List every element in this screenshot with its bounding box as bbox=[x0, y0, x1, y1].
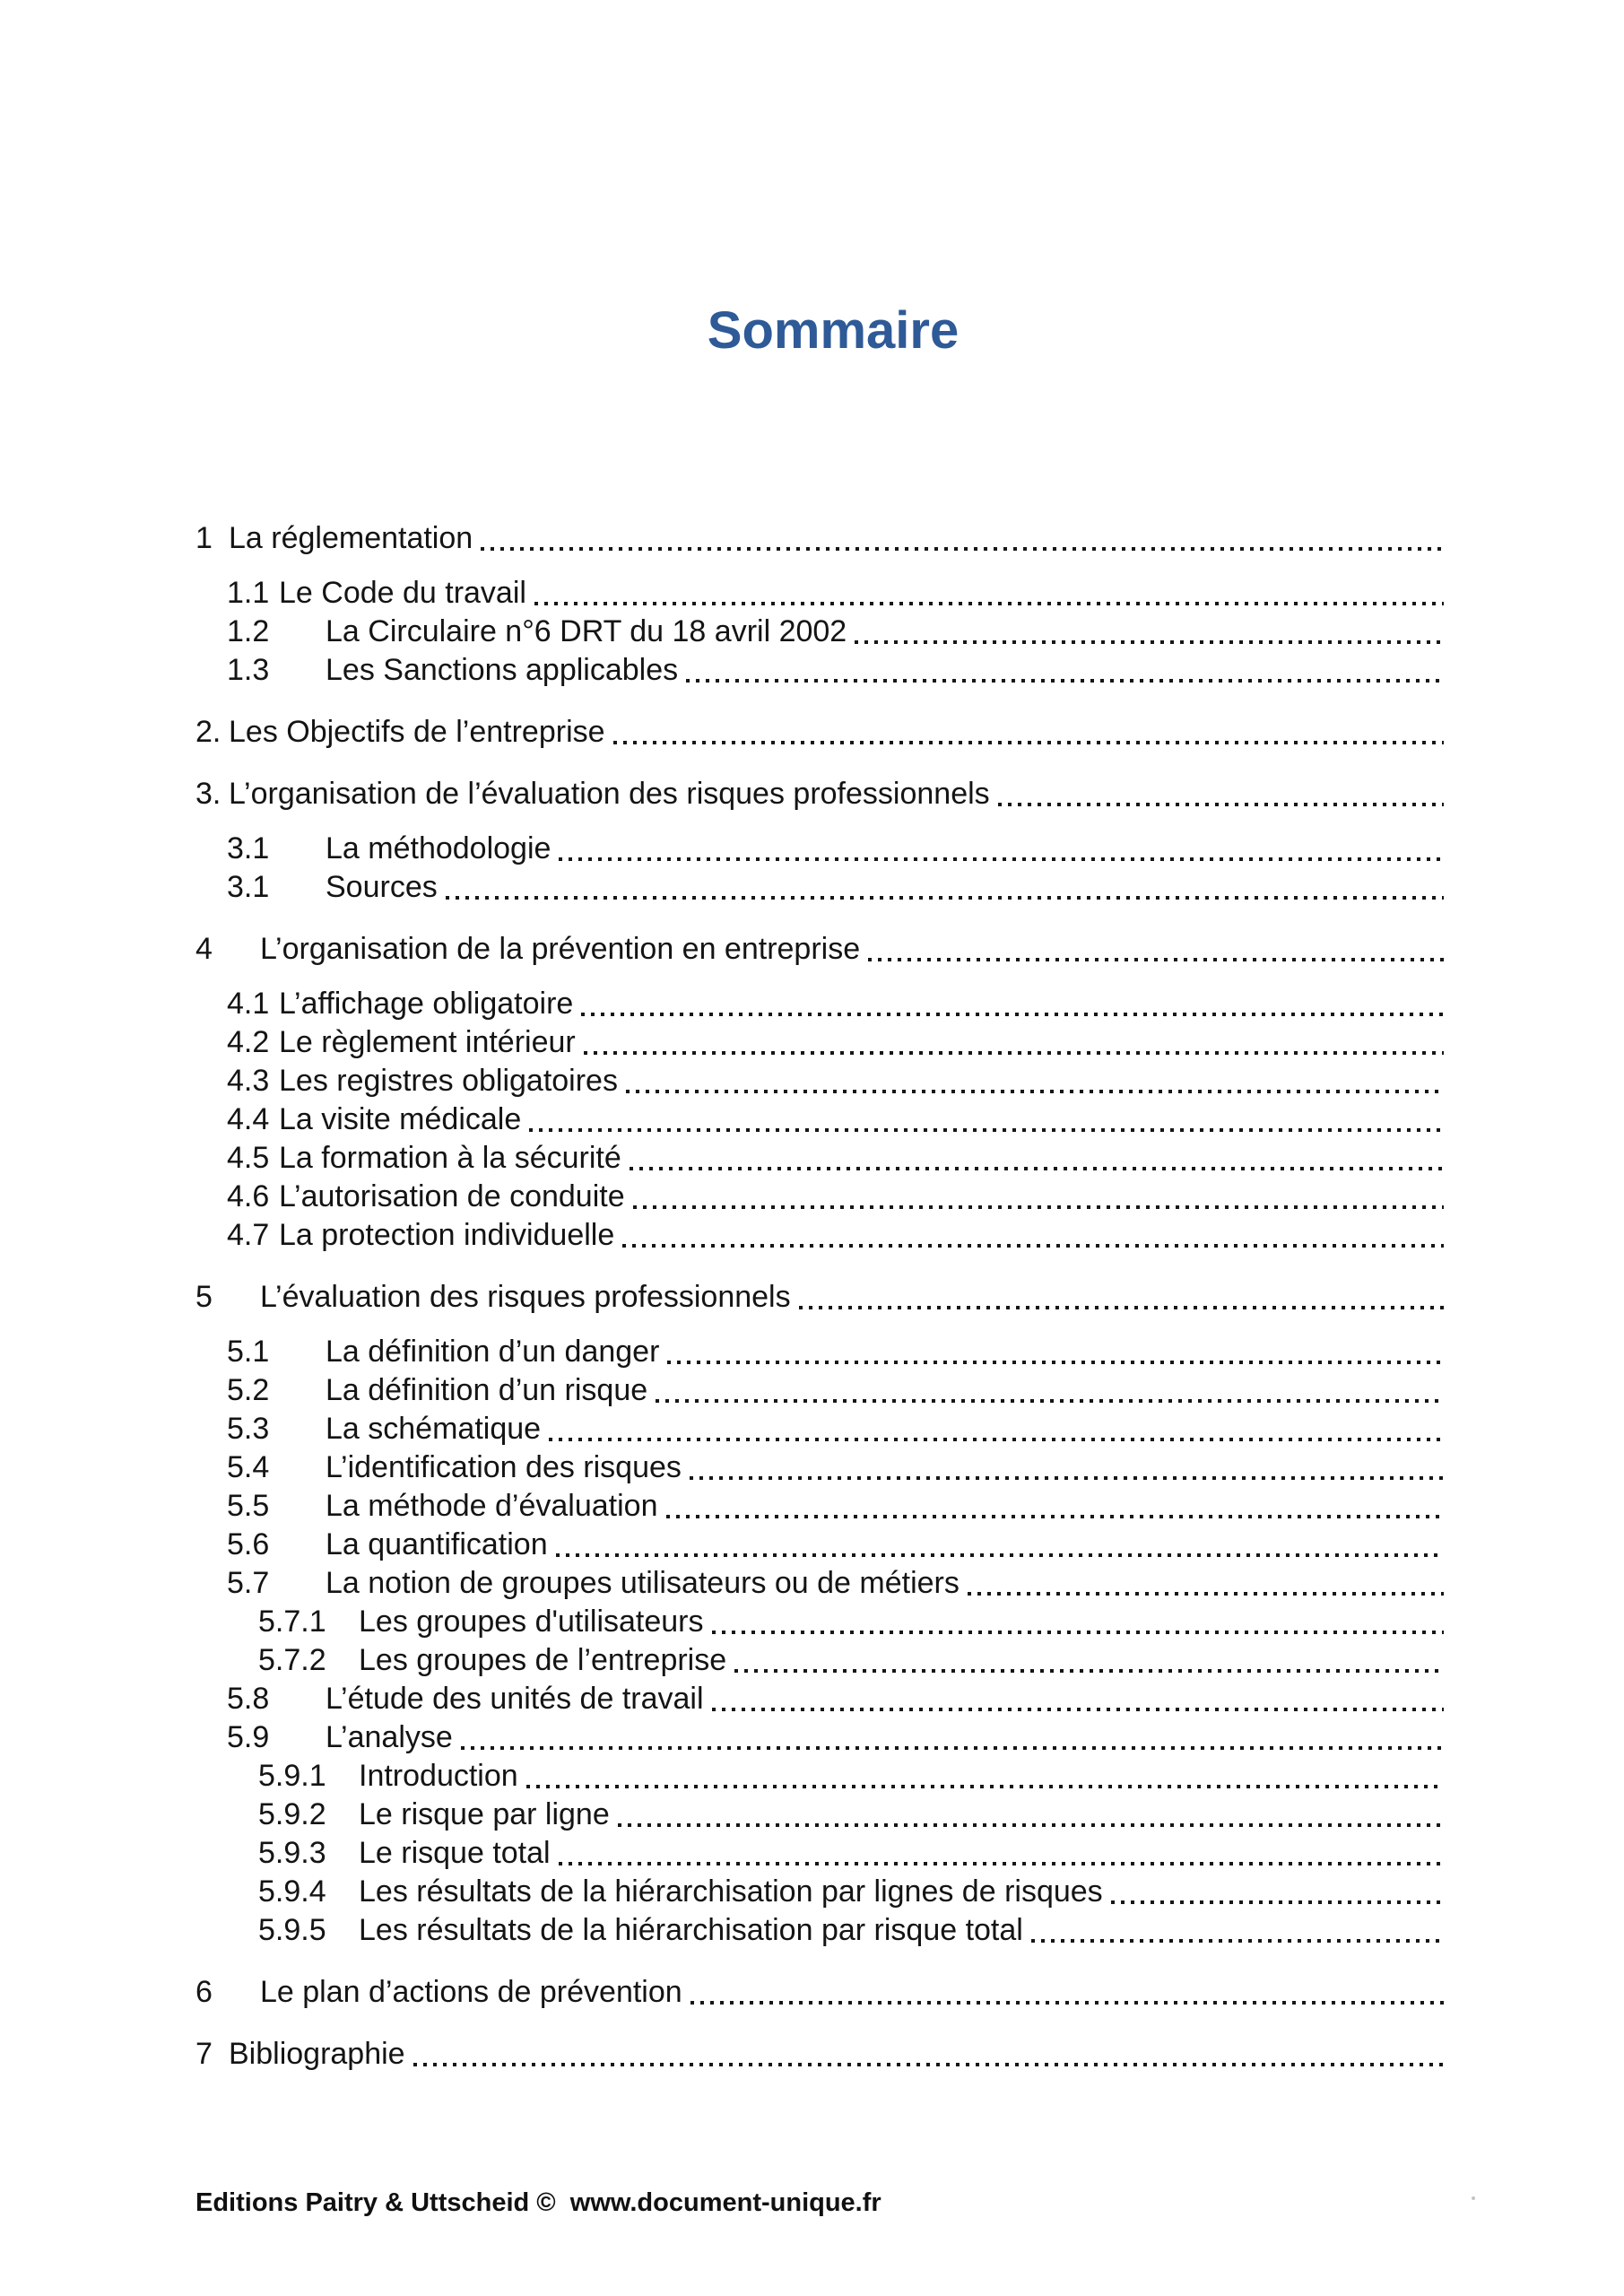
dot-leader bbox=[541, 1410, 1444, 1448]
toc-entry-number: 3.1 bbox=[227, 831, 270, 865]
dot-leader bbox=[704, 1603, 1445, 1641]
toc-entry-label: Les groupes d'utilisateurs bbox=[359, 1605, 704, 1639]
dot-leader bbox=[1023, 1911, 1444, 1950]
toc-entry[interactable] bbox=[258, 1603, 1444, 1641]
dot-leader bbox=[658, 1487, 1445, 1526]
toc-entry-number: 5.1 bbox=[227, 1335, 270, 1369]
toc-entry[interactable] bbox=[258, 1757, 1444, 1796]
dot-leader bbox=[573, 985, 1444, 1023]
toc-entry[interactable] bbox=[227, 830, 1444, 868]
dot-leader bbox=[860, 930, 1444, 969]
dot-leader bbox=[453, 1718, 1444, 1757]
dot-leader bbox=[405, 2035, 1444, 2074]
toc-entry-label: Sources bbox=[326, 870, 438, 904]
toc-entry-number: 5.7.2 bbox=[258, 1643, 326, 1677]
dot-leader bbox=[521, 1100, 1444, 1139]
toc-entry[interactable] bbox=[227, 1100, 1444, 1139]
dot-leader bbox=[576, 1023, 1444, 1062]
toc-entry-number: 5.3 bbox=[227, 1412, 270, 1446]
toc-entry-number: 4.2 bbox=[227, 1025, 270, 1059]
toc-entry-number: 5.9.1 bbox=[258, 1759, 326, 1793]
dot-leader bbox=[473, 519, 1444, 558]
toc-entry-number: 1.2 bbox=[227, 614, 270, 648]
dot-leader bbox=[618, 1062, 1444, 1100]
toc-entry-label: Le règlement intérieur bbox=[279, 1025, 576, 1059]
toc-entry-number: 1.1 bbox=[227, 576, 270, 610]
toc-entry[interactable] bbox=[227, 1448, 1444, 1487]
dot-leader bbox=[551, 830, 1444, 868]
toc-entry-label: Le plan d’actions de prévention bbox=[260, 1975, 682, 2009]
toc-entry[interactable] bbox=[195, 930, 1444, 969]
dot-leader bbox=[678, 651, 1444, 690]
table-of-contents bbox=[195, 360, 1444, 2074]
toc-entry[interactable] bbox=[227, 985, 1444, 1023]
toc-entry[interactable] bbox=[195, 519, 1444, 558]
toc-entry-number: 5.6 bbox=[227, 1527, 270, 1561]
toc-entry-number: 4.4 bbox=[227, 1102, 270, 1136]
toc-entry-label: La visite médicale bbox=[279, 1102, 522, 1136]
dot-leader bbox=[847, 613, 1444, 651]
toc-entry-label: La quantification bbox=[326, 1527, 548, 1561]
toc-entry-number: 5.9.2 bbox=[258, 1797, 326, 1831]
toc-entry-label: La méthode d’évaluation bbox=[326, 1489, 658, 1523]
toc-entry-number: 3. bbox=[195, 777, 221, 811]
toc-entry-number: 5.9.3 bbox=[258, 1836, 326, 1870]
toc-entry-number: 4.6 bbox=[227, 1179, 270, 1213]
toc-entry[interactable] bbox=[195, 775, 1444, 813]
toc-entry-number: 1.3 bbox=[227, 653, 270, 687]
toc-entry[interactable] bbox=[258, 1796, 1444, 1834]
dot-leader bbox=[990, 775, 1444, 813]
dot-leader bbox=[625, 1178, 1444, 1216]
toc-entry-number: 5.9.5 bbox=[258, 1913, 326, 1947]
toc-entry[interactable] bbox=[227, 1680, 1444, 1718]
dot-leader bbox=[551, 1834, 1444, 1873]
toc-entry-label: Les Sanctions applicables bbox=[326, 653, 679, 687]
toc-entry[interactable] bbox=[227, 1139, 1444, 1178]
toc-entry[interactable] bbox=[227, 1371, 1444, 1410]
dot-leader bbox=[647, 1371, 1444, 1410]
dot-leader bbox=[548, 1526, 1444, 1564]
toc-entry[interactable] bbox=[195, 1278, 1444, 1317]
toc-entry-label: L’étude des unités de travail bbox=[326, 1682, 704, 1716]
toc-entry-number: 2. bbox=[195, 715, 221, 749]
toc-entry-label: La notion de groupes utilisateurs ou de métiers bbox=[326, 1566, 960, 1600]
toc-entry[interactable] bbox=[195, 713, 1444, 752]
toc-entry[interactable] bbox=[227, 868, 1444, 907]
toc-entry-number: 1 bbox=[195, 521, 213, 555]
toc-entry-label: Introduction bbox=[359, 1759, 518, 1793]
toc-entry-number: 5 bbox=[195, 1280, 213, 1314]
toc-entry-label: Les Objectifs de l’entreprise bbox=[229, 715, 605, 749]
toc-entry[interactable] bbox=[227, 574, 1444, 613]
toc-entry-label: La définition d’un risque bbox=[326, 1373, 648, 1407]
toc-entry-label: La protection individuelle bbox=[279, 1218, 615, 1252]
footer-text: Editions Paitry & Uttscheid © www.document-unique.fr bbox=[195, 2188, 881, 2217]
toc-entry-label: L’évaluation des risques professionnels bbox=[260, 1280, 791, 1314]
toc-entry-label: La formation à la sécurité bbox=[279, 1141, 621, 1175]
toc-entry-number: 4.1 bbox=[227, 987, 270, 1021]
toc-entry-number: 7 bbox=[195, 2037, 213, 2071]
toc-entry-number: 4.3 bbox=[227, 1064, 270, 1098]
toc-entry-label: La réglementation bbox=[229, 521, 473, 555]
toc-entry[interactable] bbox=[227, 1023, 1444, 1062]
toc-entry[interactable] bbox=[227, 1062, 1444, 1100]
toc-entry-number: 5.5 bbox=[227, 1489, 270, 1523]
toc-entry[interactable] bbox=[227, 1718, 1444, 1757]
toc-entry-label: Bibliographie bbox=[229, 2037, 405, 2071]
toc-entry-number: 5.2 bbox=[227, 1373, 270, 1407]
toc-entry[interactable] bbox=[258, 1834, 1444, 1873]
toc-entry-label: Le risque total bbox=[359, 1836, 551, 1870]
dot-leader bbox=[1103, 1873, 1444, 1911]
toc-entry-number: 5.7.1 bbox=[258, 1605, 326, 1639]
toc-entry[interactable] bbox=[227, 1487, 1444, 1526]
toc-entry[interactable] bbox=[227, 613, 1444, 651]
toc-entry-number: 5.9.4 bbox=[258, 1874, 326, 1909]
toc-entry[interactable] bbox=[195, 2035, 1444, 2074]
scan-artifact-dot bbox=[1472, 2196, 1475, 2200]
toc-entry-label: L’identification des risques bbox=[326, 1450, 682, 1484]
toc-entry-number: 4 bbox=[195, 932, 213, 966]
dot-leader bbox=[791, 1278, 1444, 1317]
dot-leader bbox=[614, 1216, 1444, 1255]
toc-entry-number: 4.7 bbox=[227, 1218, 270, 1252]
toc-entry-number: 5.7 bbox=[227, 1566, 270, 1600]
toc-entry-label: La définition d’un danger bbox=[326, 1335, 660, 1369]
toc-entry-label: L’affichage obligatoire bbox=[279, 987, 574, 1021]
toc-entry-label: Les groupes de l’entreprise bbox=[359, 1643, 727, 1677]
dot-leader bbox=[610, 1796, 1444, 1834]
dot-leader bbox=[438, 868, 1444, 907]
toc-entry-label: La schématique bbox=[326, 1412, 542, 1446]
toc-entry[interactable] bbox=[227, 1333, 1444, 1371]
toc-entry-label: La méthodologie bbox=[326, 831, 551, 865]
toc-entry[interactable] bbox=[227, 1410, 1444, 1448]
dot-leader bbox=[605, 713, 1444, 752]
toc-entry-number: 5.8 bbox=[227, 1682, 270, 1716]
toc-entry[interactable] bbox=[258, 1911, 1444, 1950]
toc-entry-label: Le Code du travail bbox=[279, 576, 526, 610]
toc-entry-label: L’analyse bbox=[326, 1720, 453, 1754]
toc-entry[interactable] bbox=[258, 1641, 1444, 1680]
toc-entry-label: Le risque par ligne bbox=[359, 1797, 610, 1831]
toc-entry-number: 4.5 bbox=[227, 1141, 270, 1175]
toc-entry-label: L’organisation de la prévention en entreprise bbox=[260, 932, 861, 966]
dot-leader bbox=[659, 1333, 1444, 1371]
toc-entry-label: L’autorisation de conduite bbox=[279, 1179, 625, 1213]
toc-entry-number: 5.4 bbox=[227, 1450, 270, 1484]
toc-entry[interactable] bbox=[227, 1216, 1444, 1255]
toc-entry-label: Les registres obligatoires bbox=[279, 1064, 618, 1098]
toc-entry-label: L’organisation de l’évaluation des risques professionnels bbox=[229, 777, 990, 811]
dot-leader bbox=[682, 1448, 1444, 1487]
page-title: Sommaire bbox=[707, 301, 960, 360]
toc-entry-label: Les résultats de la hiérarchisation par lignes de risques bbox=[359, 1874, 1103, 1909]
dot-leader bbox=[960, 1564, 1444, 1603]
toc-entry[interactable] bbox=[227, 651, 1444, 690]
toc-entry-number: 3.1 bbox=[227, 870, 270, 904]
dot-leader bbox=[621, 1139, 1444, 1178]
toc-entry-number: 6 bbox=[195, 1975, 213, 2009]
dot-leader bbox=[682, 1973, 1444, 2012]
toc-entry-label: Les résultats de la hiérarchisation par risque total bbox=[359, 1913, 1023, 1947]
toc-entry[interactable] bbox=[195, 1973, 1444, 2012]
toc-entry[interactable] bbox=[227, 1178, 1444, 1216]
dot-leader bbox=[726, 1641, 1444, 1680]
dot-leader bbox=[526, 574, 1444, 613]
toc-entry-number: 5.9 bbox=[227, 1720, 270, 1754]
toc-entry[interactable] bbox=[227, 1564, 1444, 1603]
dot-leader bbox=[704, 1680, 1444, 1718]
toc-entry[interactable] bbox=[258, 1873, 1444, 1911]
toc-entry[interactable] bbox=[227, 1526, 1444, 1564]
dot-leader bbox=[518, 1757, 1444, 1796]
toc-entry-label: La Circulaire n°6 DRT du 18 avril 2002 bbox=[326, 614, 847, 648]
